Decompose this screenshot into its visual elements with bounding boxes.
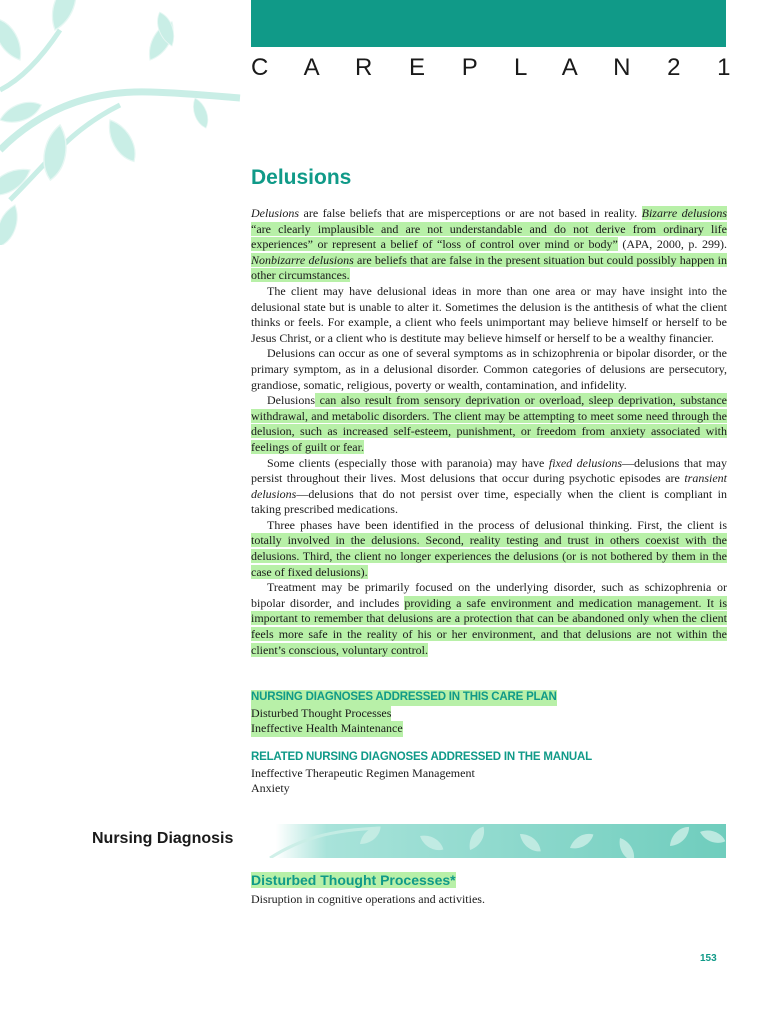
p6-text-b: totally involved in the delusions. Second, reality testing and trust in others coexist with the delusions. Third, the client no longer experiences the delusions (or is not bothered by them in the case of fixed delusions). bbox=[251, 533, 727, 579]
p4-text-c: The client may be attempting to meet some need through the delusion, such as increased self-esteem, punishment, or freedom from anxiety associated with feelings of guilt or fear. bbox=[251, 408, 727, 454]
p5-text-c: —delusions that may persist throughout their lives. Most delusions that occur during psychotic episodes are bbox=[251, 455, 727, 486]
p1-text-b: are false beliefs that are misperceptions or are not based in reality. bbox=[299, 206, 642, 220]
nursing-diagnosis-item: Ineffective Health Maintenance bbox=[251, 721, 403, 736]
diagnosis-title: Disturbed Thought Processes* bbox=[251, 872, 456, 888]
paragraph-6 bbox=[251, 518, 727, 580]
p5-text-a: Some clients (especially those with paranoia) may have bbox=[267, 455, 549, 470]
p7-text-a: Treatment may be primarily focused on the underlying disorder, such as schizophrenia or bipolar disorder, and includes bbox=[251, 580, 727, 610]
nursing-diagnoses-heading: NURSING DIAGNOSES ADDRESSED IN THIS CARE PLAN bbox=[251, 690, 557, 706]
diagnosis-definition: Disruption in cognitive operations and activities. bbox=[251, 892, 485, 906]
nursing-diagnosis-item: Disturbed Thought Processes bbox=[251, 705, 392, 720]
p6-text-a: Three phases have been identified in the process of delusional thinking. First, the client is bbox=[267, 517, 727, 532]
related-diagnosis-item: Ineffective Therapeutic Regimen Management bbox=[251, 765, 475, 780]
term-nonbizarre-delusions: Nonbizarre delusions bbox=[251, 252, 354, 267]
term-delusions: Delusions bbox=[251, 206, 299, 220]
p4-text-a: Delusions bbox=[267, 393, 315, 408]
p5-text-e: —delusions that do not persist over time, especially when the client is compliant in taking prescribed medications. bbox=[251, 486, 727, 517]
term-fixed-delusions: fixed delusions bbox=[548, 455, 623, 470]
paragraph-3: Delusions can occur as one of several symptoms as in schizophrenia or bipolar disorder, or the primary symptom, as in a delusional disorder. Common categories of delusions are persecutory, grandiose, somatic, religious, poverty or wealth, contamination, and infidelity. bbox=[251, 346, 727, 392]
related-diagnosis-item: Anxiety bbox=[251, 781, 290, 796]
p1-text-g: are beliefs that are false in the present situation but could possibly happen in other circumstances. bbox=[251, 252, 728, 283]
body-text bbox=[251, 206, 727, 658]
header-color-bar bbox=[251, 0, 726, 47]
term-transient-delusions: transient delusions bbox=[251, 471, 727, 501]
vine-leaves-icon bbox=[0, 0, 245, 245]
p7-text-b: providing a safe environment and medication management. It is important to remember that delusions are a protection that can be abandoned only when the client feels more safe in the reality of his or her environment, and that delusions are not within the client’s conscious, voluntary control. bbox=[251, 595, 727, 657]
nursing-diagnoses-list bbox=[251, 690, 557, 737]
section-title: Delusions bbox=[251, 166, 352, 189]
nursing-diagnosis-band-label: Nursing Diagnosis bbox=[92, 830, 234, 847]
related-diagnoses-heading: RELATED NURSING DIAGNOSES ADDRESSED IN THE MANUAL bbox=[251, 751, 592, 763]
p1-text-d: “are clearly implausible and are not understandable and do not derive from ordinary life experiences” or represent a belief of “loss of control over mind or body” bbox=[251, 221, 727, 252]
related-diagnoses-list bbox=[251, 750, 592, 797]
paragraph-7 bbox=[251, 580, 727, 658]
paragraph-4 bbox=[251, 393, 727, 455]
term-bizarre-delusions: Bizarre delusions bbox=[641, 206, 727, 220]
paragraph-2: The client may have delusional ideas in more than one area or may have insight into the delusional state but is unable to alter it. Sometimes the delusion is the antithesis of what the client thinks or feels. For example, a client who feels unimportant may believe himself or herself to be Jesus Christ, or a client who is destitute may believe himself or herself to be a wealthy financier. bbox=[251, 283, 727, 345]
paragraph-5 bbox=[251, 456, 727, 518]
page-number: 153 bbox=[700, 953, 717, 964]
paragraph-1 bbox=[251, 206, 727, 284]
p1-citation: (APA, 2000, p. 299). bbox=[617, 237, 727, 252]
p4-text-b: can also result from sensory deprivation or overload, sleep deprivation, substance withdrawal, and metabolic disorders. bbox=[251, 393, 727, 423]
care-plan-title: C A R E P L A N 2 1 bbox=[251, 54, 746, 81]
